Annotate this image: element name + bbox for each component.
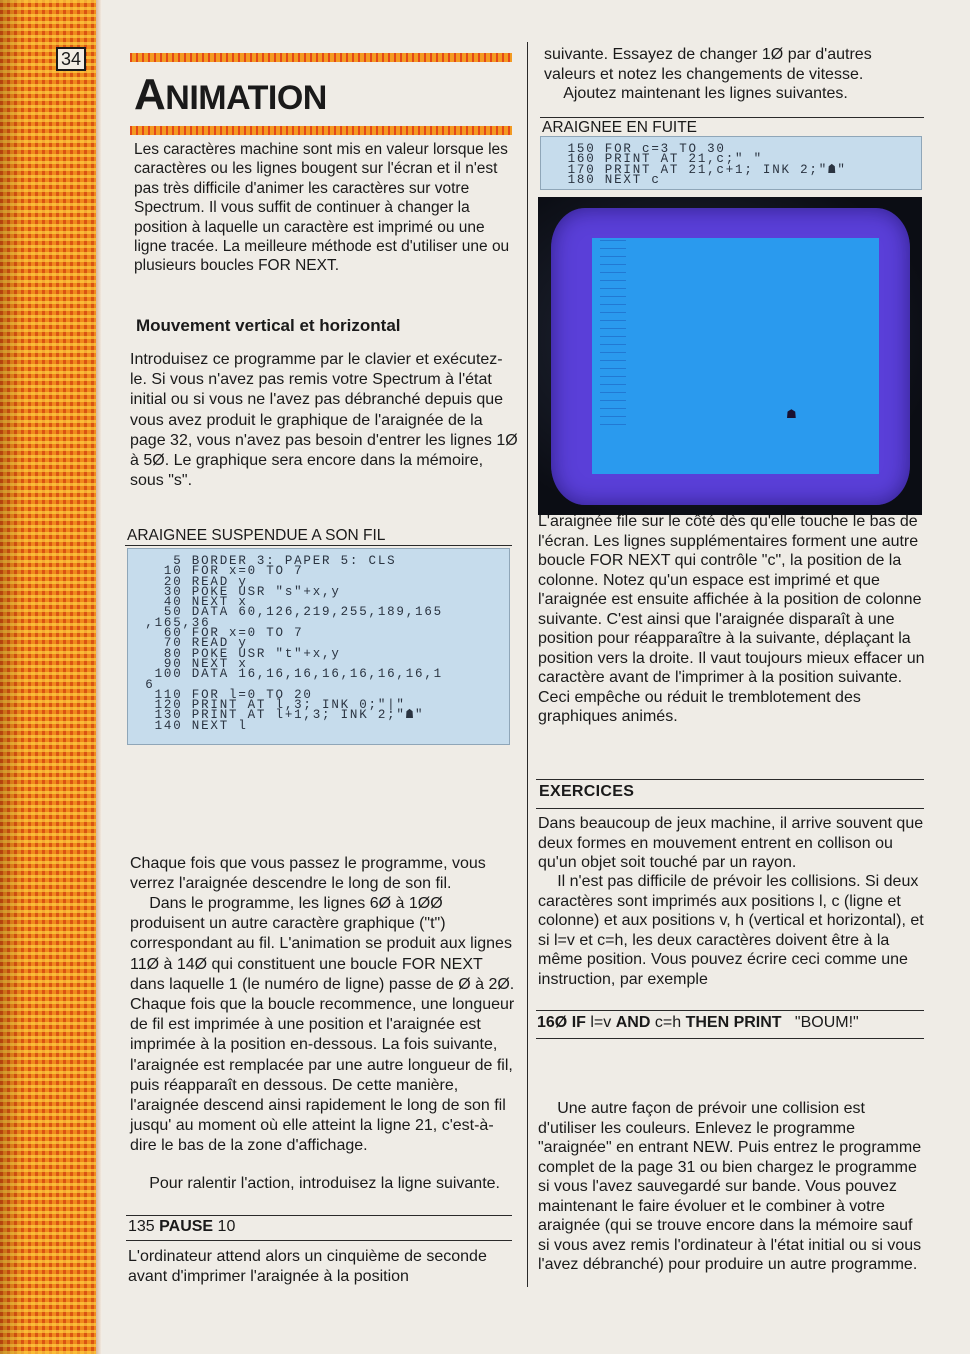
section-paragraph: Introduisez ce programme par le clavier et exécutez-le. Si vous n'avez pas remis votre Spectrum à l'état initial ou si vous ne l'avez pas débranché depuis que vous avez produit le graphique de l'araignée de la page 32, vous n'avez pas besoin d'entrer les lignes 1Ø à 5Ø. Le graphique sera encore dans la mémoire, sous "s".: [130, 351, 518, 490]
page-title: [134, 70, 327, 120]
instr-then: THEN PRINT: [685, 1014, 782, 1031]
instruction-rule-bottom: [536, 1038, 924, 1039]
page-edge: [96, 0, 102, 1354]
tv-thread-trail: [600, 240, 626, 425]
instr-and: AND: [615, 1014, 651, 1031]
exercises-rule-top: [536, 779, 924, 780]
program1-rule: [125, 545, 512, 546]
sidebar-shade: [0, 0, 24, 1354]
tv-paper-area: [592, 238, 879, 474]
left-paragraph-2: Dans le programme, les lignes 6Ø à 1ØØ produisent un autre caractère graphique ("t") correspondant au fil. L'animation se produit aux lignes 11Ø à 14Ø qui constituent une boucle FOR NEXT dans laquelle 1 (le numéro de ligne) passe de Ø à 2Ø. Chaque fois que la boucle recommence, une longueur de fil est imprimée à une position et l'araignée est imprimée à la position en-dessous. La fois suivante, l'araignée est remplacée par une autre longueur de fil, puis réapparaît en dessous. De cette manière, l'araignée descend ainsi rapidement le long de son fil jusqu' au moment où elle atteint la ligne 21, c'est-à-dire le bas de la zone d'affichage.: [130, 895, 515, 1155]
program1-title: ARAIGNEE SUSPENDUE A SON FIL: [127, 527, 386, 544]
section-heading: Mouvement vertical et horizontal: [136, 316, 401, 335]
left-paragraph-4: L'ordinateur attend alors un cinquième de seconde avant d'imprimer l'araignée à la position: [128, 1248, 487, 1286]
exercises-paragraph-2: Il n'est pas difficile de prévoir les collisions. Si deux caractères sont imprimés aux positions l, c (ligne et colonne) et aux positions v, h (vertical et horizontal), et si l=v et c=h, les deux caractères doivent être à la même position. Vous pouvez écrire ceci comme une instruction, par exemple: [538, 873, 924, 988]
title-bar-top: [130, 53, 512, 62]
exercises-heading: EXERCICES: [539, 783, 635, 800]
right-top-paragraph-2: Ajoutez maintenant les lignes suivantes.: [563, 85, 848, 102]
intro-paragraph: Les caractères machine sont mis en valeur lorsque les caractères ou les lignes bougent sur l'écran et il n'est pas très difficile d'animer les caractères sur votre Spectrum. Il vous suffit de continuer à changer la position à laquelle un caractère est imprimé ou une ligne tracée. La meilleure méthode est d'utiliser une ou plusieurs boucles FOR NEXT.: [134, 141, 510, 275]
exercises-rule-bottom: [536, 808, 924, 809]
title-initial: A: [134, 70, 166, 119]
left-paragraph-3: Pour ralentir l'action, introduisez la ligne suivante.: [149, 1175, 500, 1192]
title-bar-bottom: [130, 126, 512, 135]
pause-instruction: [128, 1218, 235, 1236]
left-paragraph-1: Chaque fois que vous passez le programme, vous verrez l'araignée descendre le long de son fil.: [130, 855, 486, 893]
collision-instruction: [537, 1014, 859, 1032]
program2-title: ARAIGNEE EN FUITE: [542, 119, 698, 136]
instr-string: "BOUM!": [794, 1014, 859, 1031]
instr-line-number: 16Ø: [537, 1014, 568, 1031]
spider-explanation-paragraph: L'araignée file sur le côté dès qu'elle touche le bas de l'écran. Les lignes supplémentaires forment une autre boucle FOR NEXT qui contrôle "c", la position de la colonne. Notez qu'un espace est imprimé et que l'araignée est ensuite affichée à la position de colonne suivante. C'est ainsi que l'araignée disparaît à une position pour réapparaître à la suivante, déplaçant la position vers la droite. Il vaut toujours mieux effacer un caractère avant de l'imprimer à la position suivante. Ceci empêche ou réduit le tremblotement des graphiques animés.: [538, 513, 925, 725]
pause-value: 10: [217, 1218, 236, 1235]
exercises-paragraph-1: Dans beaucoup de jeux machine, il arrive souvent que deux formes en mouvement entrent en collison ou qu'un objet soit touché par un rayon.: [538, 815, 924, 871]
instr-if: IF: [571, 1014, 586, 1031]
pause-keyword: PAUSE: [159, 1218, 214, 1235]
program2-listing: 150 FOR c=3 TO 30 160 PRINT AT 21,c;" " 170 PRINT AT 21,c+1; INK 2;"☗" 180 NEXT c: [540, 136, 922, 190]
column-divider: [527, 42, 528, 1287]
instr-cond1: l=v: [590, 1014, 612, 1031]
pause-rule-top: [126, 1215, 512, 1216]
program2-rule-top: [540, 117, 924, 118]
spider-icon: ☗: [786, 407, 797, 421]
right-top-paragraph-1: suivante. Essayez de changer 1Ø par d'autres valeurs et notez les changements de vitesse.: [544, 46, 872, 83]
pause-rule-bottom: [126, 1240, 512, 1241]
instruction-rule-top: [536, 1010, 924, 1011]
exercises-paragraph-3: Une autre façon de prévoir une collision est d'utiliser les couleurs. Enlevez le programme "araignée" en entrant NEW. Puis entrez le programme complet de la page 31 ou bien chargez le programme si vous l'avez sauvegardé sur bande. Vous pouvez maintenant le faire évoluer et le combiner à votre araignée (qui se trouve encore dans la mémoire sauf si vous avez remis l'ordinateur à l'état initial ou si vous l'avez débranché) pour produire un autre programme.: [538, 1100, 922, 1273]
instr-cond2: c=h: [654, 1014, 682, 1031]
page-number: 34: [56, 47, 86, 71]
program1-listing: 5 BORDER 3: PAPER 5: CLS 10 FOR x=0 TO 7 20 READ y 30 POKE USR "s"+x,y 40 NEXT x 50 DATA 60,126,219,255,189,165 ,165,36 60 FOR x=0 TO 7 70 READ y 80 POKE USR "t"+x,y 90 NEXT x 100 DATA 16,16,16,16,16,16,16,1 6 110 FOR l=0 TO 20 120 PRINT AT l,3; INK 0;"|" 130 PRINT AT l+1,3; INK 2;"☗" 140 NEXT l: [127, 548, 510, 745]
title-rest: NIMATION: [165, 79, 327, 117]
pause-line-number: 135: [128, 1218, 155, 1235]
